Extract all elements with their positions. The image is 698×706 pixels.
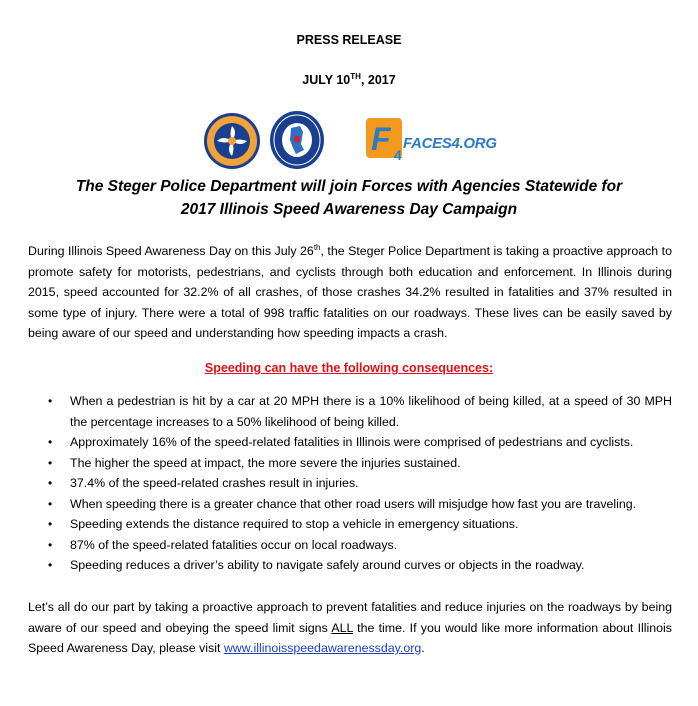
list-item-text: Speeding extends the distance required to stop a vehicle in emergency situations. [70,517,519,531]
svg-text:4: 4 [394,147,402,162]
faces4-logo-text: FACES4.ORG [403,135,497,152]
bullet-icon: • [48,517,53,531]
illinois-chiefs-of-police-seal [269,110,325,170]
logo-row [0,110,698,172]
bullet-icon: • [48,476,53,490]
bullet-icon: • [48,537,53,552]
consequences-heading: Speeding can have the following consequences: [204,361,494,375]
intro-text-2: , the Steger Police Department is taking a proactive approach to promote safety for motorists, pedestrians, and cyclists through both education and enforcement. In Illinois during 2015, speed accounted for 32.2% of all crashes, of those crashes 34.2% resulted in fatalities and 37% resulted in some type of injury. There were a total of 998 traffic fatalities on our roadways. These lives can be easily saved by being aware of our speed and understanding how speeding impacts a crash. [28,244,672,340]
closing-paragraph [28,597,672,659]
list-item-text: Approximately 16% of the speed-related fatalities in Illinois were comprised of pedestrians and cyclists. [70,435,634,449]
headline [20,175,678,221]
bullet-icon: • [48,394,53,408]
intro-paragraph [28,241,672,344]
list-item [0,473,698,494]
press-release-label: PRESS RELEASE [296,33,402,47]
list-item [0,555,698,576]
headline-line-2: 2017 Illinois Speed Awareness Day Campaign [180,201,518,218]
list-item [0,535,698,556]
list-item [0,494,698,515]
closing-emphasis: ALL [331,620,353,635]
release-date [0,72,698,87]
list-item-text: The higher the speed at impact, the more severe the injuries sustained. [70,455,461,470]
faces4-logo [366,118,408,162]
intro-sup: th [313,242,321,252]
list-item-text: When speeding there is a greater chance that other road users will misjudge how fast you are traveling. [70,496,637,511]
bullet-icon: • [48,455,53,470]
list-item-text: 87% of the speed-related fatalities occur on local roadways. [70,537,398,552]
list-item-text: 37.4% of the speed-related crashes result in injuries. [70,476,359,490]
bullet-icon: • [48,435,53,449]
bullet-icon: • [48,496,53,511]
date-year: , 2017 [360,73,396,88]
consequences-list [0,391,698,576]
closing-text-2: the time. If you would like more information about Illinois Speed Awareness Day, please visit [28,620,673,655]
date-suffix: TH [350,72,361,81]
list-item-text: Speeding reduces a driver’s ability to navigate safely around curves or objects in the roadway. [70,558,585,572]
list-item-text: When a pedestrian is hit by a car at 20 MPH there is a 10% likelihood of being killed, at a speed of 30 MPH the percentage increases to a 50% likelihood of being killed. [70,394,672,429]
list-item [0,453,698,474]
closing-text-1: Let’s all do our part by taking a proactive approach to prevent fatalities and reduce injuries on the roadways by being aware of our speed and obeying the speed limit signs [28,600,672,635]
closing-period: . [421,641,425,655]
date-month-day: JULY 10 [302,73,351,88]
svg-text:F: F [371,121,391,157]
list-item [0,514,698,535]
speed-awareness-day-logo [203,112,261,170]
bullet-icon: • [48,558,53,572]
headline-line-1: The Steger Police Department will join Forces with Agencies Statewide for [75,178,623,195]
speed-awareness-link[interactable]: www.illinoisspeedawarenessday.org [223,641,422,655]
intro-text-1: During Illinois Speed Awareness Day on this July 26 [28,244,314,258]
list-item [0,432,698,453]
list-item [0,391,698,432]
